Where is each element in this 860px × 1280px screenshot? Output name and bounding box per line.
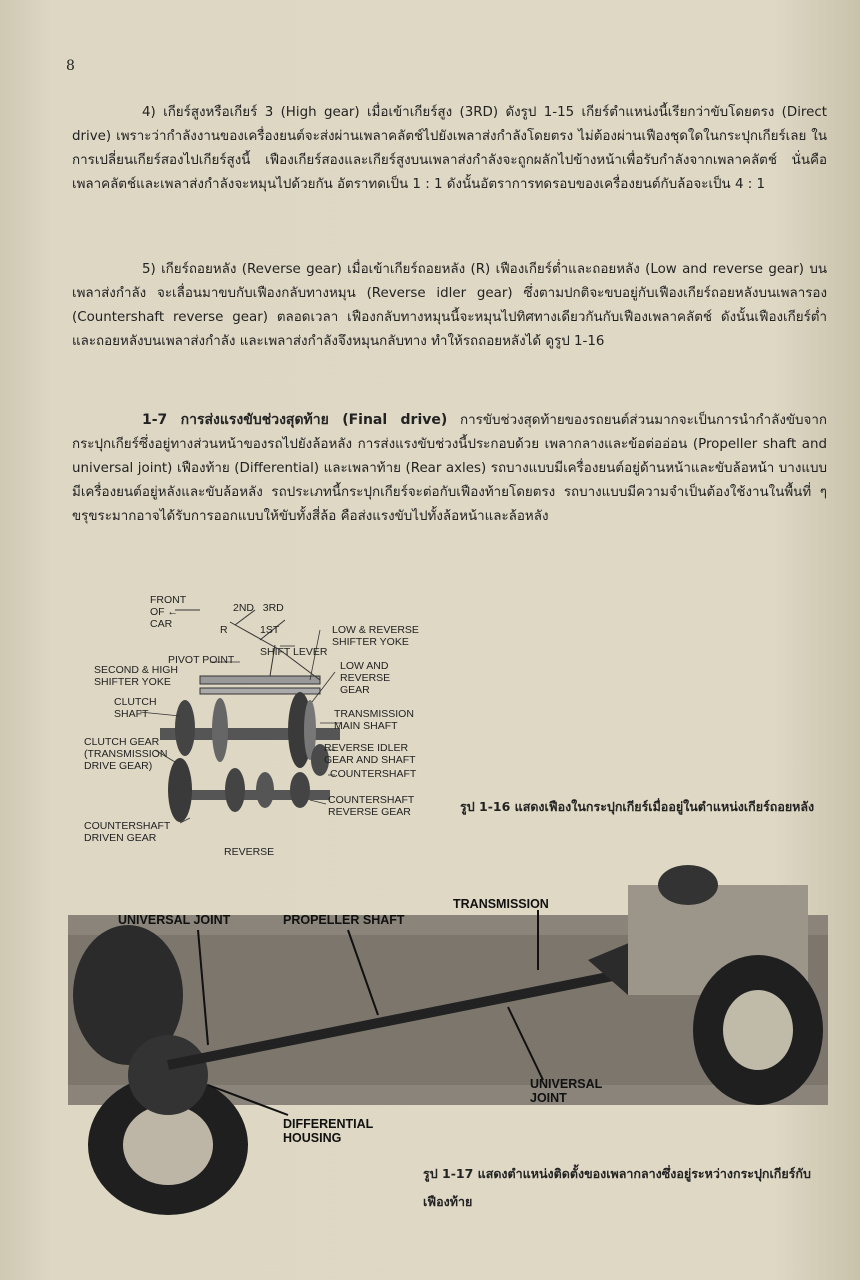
section-heading: 1-7 การส่งแรงขับช่วงสุดท้าย (Final drive) [142,412,448,428]
label-gear-r: R [220,624,228,636]
label-differential-housing: DIFFERENTIAL HOUSING [283,1117,374,1145]
label-reverse: REVERSE [224,846,275,858]
label-second-high-yoke: SECOND & HIGH SHIFTER YOKE [94,664,179,688]
label-clutch-shaft: CLUTCH SHAFT [114,696,157,720]
label-clutch-gear: CLUTCH GEAR (TRANSMISSION DRIVE GEAR) [84,736,168,772]
label-countershaft-reverse-gear: COUNTERSHAFT REVERSE GEAR [328,794,415,818]
paragraph-reverse-gear [72,258,827,354]
label-propeller-shaft: PROPELLER SHAFT [283,913,405,927]
label-front-of-car: FRONT OF ← CAR [150,594,187,630]
section-body: การขับช่วงสุดท้ายของรถยนต์ส่วนมากจะเป็นการนำกำลังขับจากกระปุกเกียร์ซึ่งอยู่ทางส่วนหน้าของรถไปยังล้อหลัง การส่งแรงขับช่วงนี้ประกอบด้วย เพลากลางและข้อต่ออ่อน (Propeller shaft and universal joint) เฟืองท้าย (Differential) และเพลาท้าย (Rear axles) รถบางแบบมีเครื่องยนต์อยู่ด้านหน้าและขับล้อหน้า บางแบบมีเครื่องยนต์อยู่หลังและขับล้อหลัง รถประเภทนี้กระปุกเกียร์จะต่อกับเฟืองท้ายโดยตรง รถบางแบบมีความจำเป็นต้องใช้งานในพื้นที่ ๆ ขรุขระมากอาจได้รับการออกแบบให้ขับทั้งสี่ล้อ คือส่งแรงขับไปทั้งล้อหน้าและล้อหลัง [72,413,827,524]
figure-1-17-caption: รูป 1-17 แสดงตำแหน่งติดตั้งของเพลากลางซึ่งอยู่ระหว่างกระปุกเกียร์กับเฟืองท้าย [423,1166,811,1209]
paragraph-reverse-gear-text: 5) เกียร์ถอยหลัง (Reverse gear) เมื่อเข้าเกียร์ถอยหลัง (R) เฟืองเกียร์ต่ำและถอยหลัง (Low and reverse gear) บนเพลาส่งกำลัง จะเลื่อนมาขบกับเฟืองกลับทางหมุน (Reverse idler gear) ซึ่งตามปกติจะขบอยู่กับเฟืองเกียร์ถอยหลังบนเพลารอง (Countershaft reverse gear) ตลอดเวลา เฟืองกลับทางหมุนนี้จะหมุนไปทิศทางเดียวกันกับเฟืองเพลาคลัตช์ ดังนั้นเฟืองเกียร์ต่ำและถอยหลังบนเพลาส่งกำลัง และเพลาส่งกำลังจึงหมุนกลับทาง ทำให้รถถอยหลังได้ ดูรูป 1-16 [72,262,827,349]
figure-1-16-caption: รูป 1-16 แสดงเฟืองในกระปุกเกียร์เมื่ออยู่ในตำแหน่งเกียร์ถอยหลัง [460,799,815,814]
label-gear-1st: 1ST [260,624,280,636]
label-shift-lever: SHIFT LEVER [260,646,328,658]
label-transmission: TRANSMISSION [453,897,549,911]
page-number: 8 [66,58,75,74]
label-2nd-3rd: 2ND 3RD [233,602,284,614]
transmission-diagram [80,590,440,860]
paragraph-high-gear-text: 4) เกียร์สูงหรือเกียร์ 3 (High gear) เมื่อเข้าเกียร์สูง (3RD) ดังรูป 1-15 เกียร์ตำแหน่งนี้เรียกว่าขับโดยตรง (Direct drive) เพราะว่ากำลังงานของเครื่องยนต์จะส่งผ่านเพลาคลัตช์ไปยังเพลาส่งกำลังโดยตรง ไม่ต้องผ่านเฟืองชุดใดในกระปุกเกียร์เลย ในการเปลี่ยนเกียร์สองไปเกียร์สูงนี้ เฟืองเกียร์สองและเกียร์สูงบนเพลาส่งกำลังจะถูกผลักไปข้างหน้าเพื่อรับกำลังจากเพลาคลัตช์ นั่นคือเพลาคลัตช์และเพลาส่งกำลังจะหมุนไปด้วยกัน อัตราทดเป็น 1 : 1 ดังนั้นอัตราการทดรอบของเครื่องยนต์กับล้อจะเป็น 4 : 1 [72,105,827,192]
label-countershaft: COUNTERSHAFT [330,768,417,780]
label-pivot-point: PIVOT POINT [168,654,235,666]
section-final-drive [72,408,827,529]
label-universal-joint-1: UNIVERSAL JOINT [118,913,231,927]
paragraph-high-gear [72,101,827,197]
label-reverse-idler: REVERSE IDLER GEAR AND SHAFT [324,742,416,766]
label-low-reverse-yoke: LOW & REVERSE SHIFTER YOKE [332,624,419,648]
label-low-reverse-gear: LOW AND REVERSE GEAR [340,660,391,696]
label-countershaft-driven-gear: COUNTERSHAFT DRIVEN GEAR [84,820,171,844]
label-universal-joint-2: UNIVERSAL JOINT [530,1077,603,1105]
label-transmission-main-shaft: TRANSMISSION MAIN SHAFT [334,708,414,732]
